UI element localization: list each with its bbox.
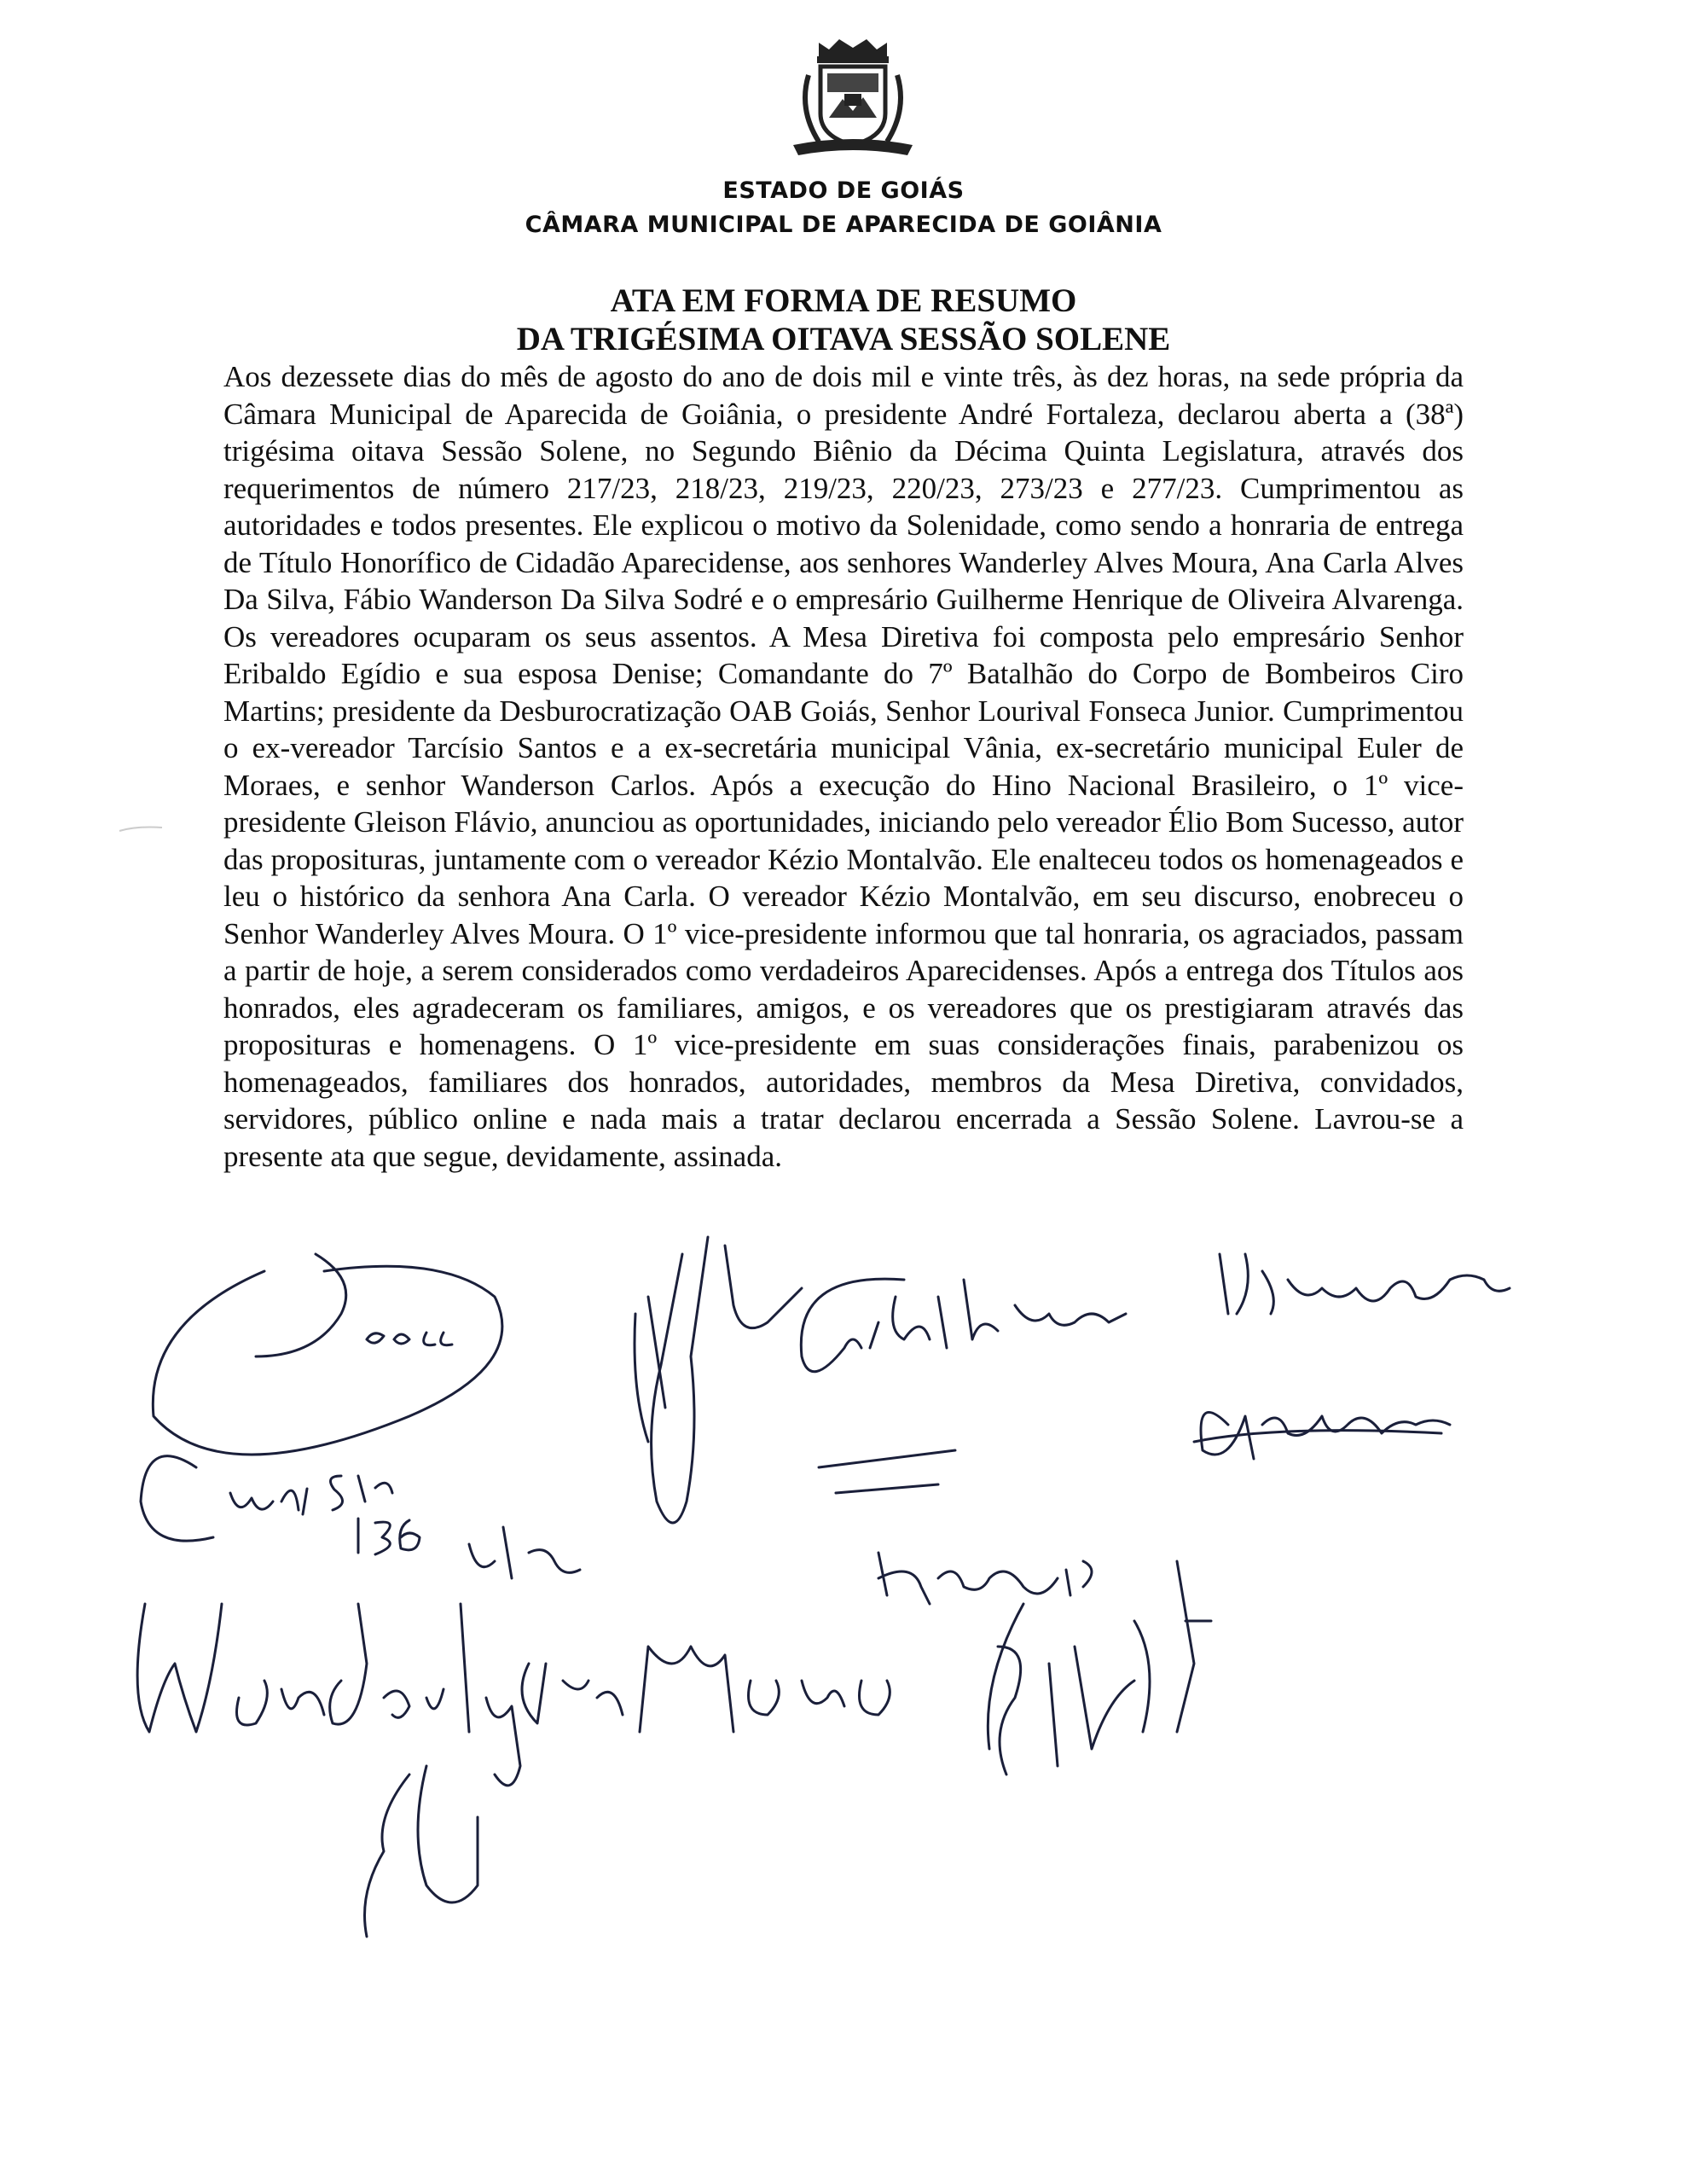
coat-of-arms-icon (768, 32, 938, 160)
minutes-body-text: Aos dezessete dias do mês de agosto do ano de dois mil e vinte três, às dez horas, na sede própria da Câmara Municipal de Aparecida de Goiânia, o presidente André Fortaleza, declarou aberta a (38ª) trigésima oitava Sessão Solene, no Segundo Biênio da Décima Quinta Legislatura, através dos requerimentos de número 217/23, 218/23, 219/23, 220/23, 273/23 e 277/23. Cumprimentou as autoridades e todos presentes. Ele explicou o motivo da Solenidade, como sendo a honraria de entrega de Título Honorífico de Cidadão Aparecidense, aos senhores Wanderley Alves Moura, Ana Carla Alves Da Silva, Fábio Wanderson Da Silva Sodré e o empresário Guilherme Henrique de Oliveira Alvarenga. Os vereadores ocuparam os seus assentos. A Mesa Diretiva foi composta pelo empresário Senhor Eribaldo Egídio e sua esposa Denise; Comandante do 7º Batalhão do Corpo de Bombeiros Ciro Martins; presidente da Desburocratização OAB Goiás, Senhor Lourival Fonseca Junior. Cumprimentou o ex-vereador Tarcísio Santos e a ex-secretária municipal Vânia, ex-secretário municipal Euler de Moraes, e senhor Wanderson Carlos. Após a execução do Hino Nacional Brasileiro, o 1º vice-presidente Gleison Flávio, anunciou as oportunidades, iniciando pelo vereador Élio Bom Sucesso, autor das proposituras, juntamente com o vereador Kézio Montalvão. Ele enalteceu todos os homenageados e leu o histórico da senhora Ana Carla. O vereador Kézio Montalvão, em seu discurso, enobreceu o Senhor Wanderley Alves Moura. O 1º vice-presidente informou que tal honraria, os agraciados, passam a partir de hoje, a serem considerados como verdadeiros Aparecidenses. Após a entrega dos Títulos aos honrados, eles agradeceram os familiares, amigos, e os vereadores que os prestigiaram através das proposituras e homenagens. O 1º vice-presidente em suas considerações finais, parabenizou os homenageados, familiares dos honrados, autoridades, membros da Mesa Diretiva, convidados, servidores, público online e nada mais a tratar declarou encerrada a Sessão Solene. Lavrou-se a presente ata que segue, devidamente, assinada. (223, 360, 1464, 1173)
document-subtitle: DA TRIGÉSIMA OITAVA SESSÃO SOLENE (516, 321, 1171, 357)
signature-oval-soac (153, 1254, 502, 1455)
signature-raul (801, 1279, 1126, 1372)
signature-large-right (988, 1561, 1211, 1774)
chamber-name: CÂMARA MUNICIPAL DE APARECIDA DE GOIÂNIA (525, 212, 1162, 238)
state-name: ESTADO DE GOIÁS (722, 177, 965, 204)
scan-mark (0, 819, 205, 845)
signature-top-right (1220, 1254, 1510, 1314)
signature-vertical-center (469, 1237, 802, 1578)
signatures-area (0, 1220, 1687, 1988)
signature-wanderley (137, 1604, 890, 1937)
signature-ana (141, 1456, 420, 1554)
document-title: ATA EM FORMA DE RESUMO (610, 282, 1077, 319)
signature-strokes-middle (819, 1450, 955, 1493)
signature-kezio (878, 1553, 1092, 1604)
signature-arozo (1194, 1412, 1450, 1459)
